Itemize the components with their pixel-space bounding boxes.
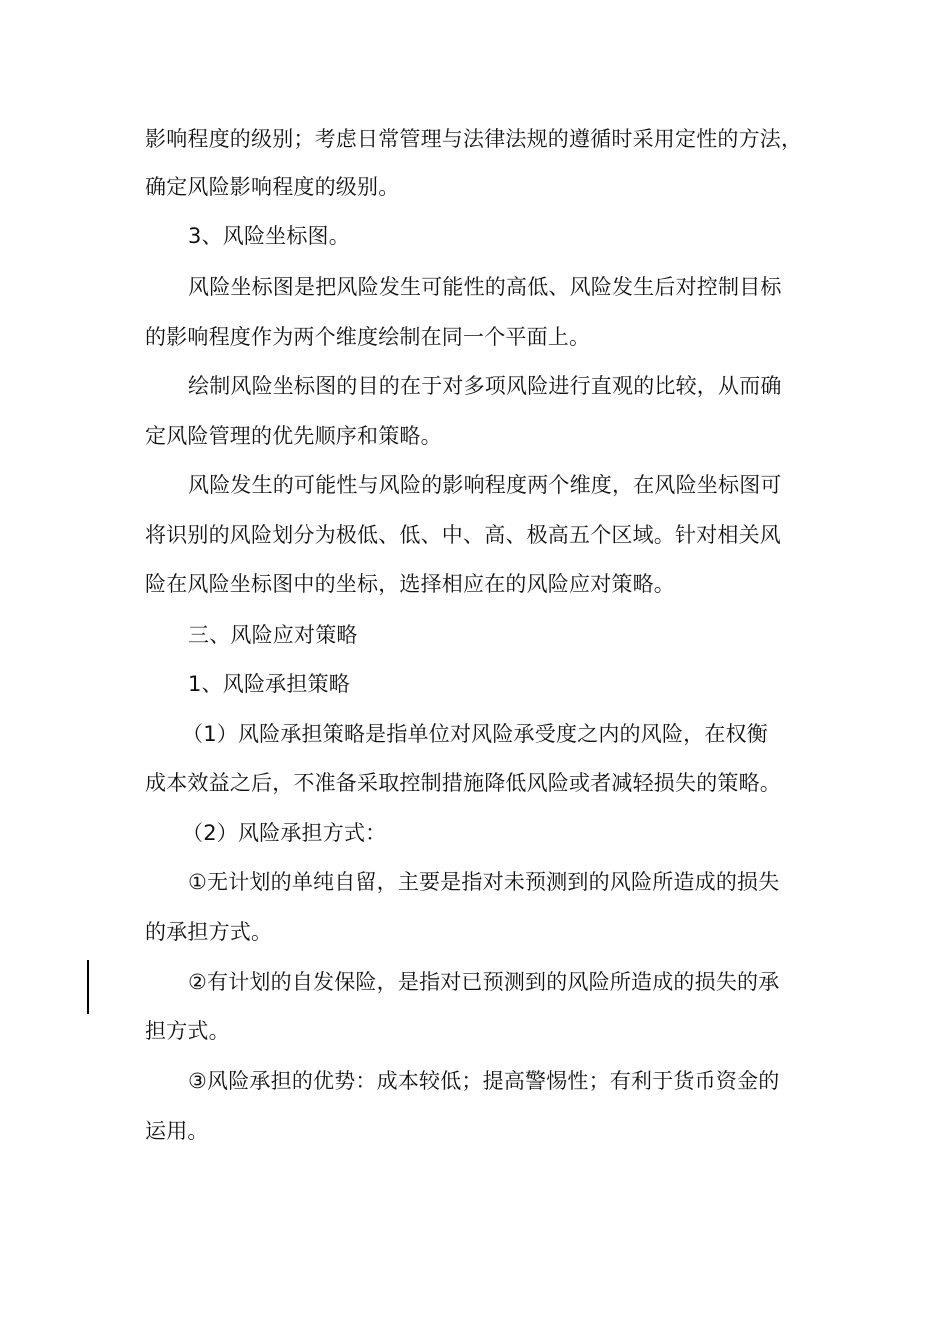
paragraph-line: （1）风险承担策略是指单位对风险承受度之内的风险，在权衡 <box>182 722 768 746</box>
paragraph-line: 风险发生的可能性与风险的影响程度两个维度，在风险坐标图可 <box>188 473 782 497</box>
paragraph-line: 将识别的风险划分为极低、低、中、高、极高五个区域。针对相关风 <box>145 523 781 547</box>
paragraph-line: 的影响程度作为两个维度绘制在同一个平面上。 <box>145 325 591 349</box>
margin-bar <box>87 960 89 1014</box>
paragraph-line: 运用。 <box>145 1119 209 1143</box>
paragraph-line: ①无计划的单纯自留，主要是指对未预测到的风险所造成的损失 <box>188 870 780 894</box>
section-heading: 三、风险应对策略 <box>188 623 358 647</box>
paragraph-line: 影响程度的级别；考虑日常管理与法律法规的遵循时采用定性的方法， <box>145 127 803 151</box>
paragraph-line: 风险坐标图是把风险发生可能性的高低、风险发生后对控制目标 <box>188 275 782 299</box>
paragraph-line: ②有计划的自发保险，是指对已预测到的风险所造成的损失的承 <box>188 970 780 994</box>
paragraph-line: 成本效益之后，不准备采取控制措施降低风险或者减轻损失的策略。 <box>145 771 781 795</box>
paragraph-line: 担方式。 <box>145 1019 230 1043</box>
paragraph-line: 绘制风险坐标图的目的在于对多项风险进行直观的比较，从而确 <box>188 374 782 398</box>
paragraph-line: 确定风险影响程度的级别。 <box>145 175 400 199</box>
subsection-heading: 1、风险承担策略 <box>188 672 350 696</box>
paragraph-line: ③风险承担的优势：成本较低；提高警惕性；有利于货币资金的 <box>188 1069 780 1093</box>
paragraph-line: 险在风险坐标图中的坐标，选择相应在的风险应对策略。 <box>145 572 675 596</box>
paragraph-line: （2）风险承担方式： <box>182 821 387 845</box>
section-heading: 3、风险坐标图。 <box>188 224 350 248</box>
paragraph-line: 定风险管理的优先顺序和策略。 <box>145 424 442 448</box>
paragraph-line: 的承担方式。 <box>145 920 273 944</box>
